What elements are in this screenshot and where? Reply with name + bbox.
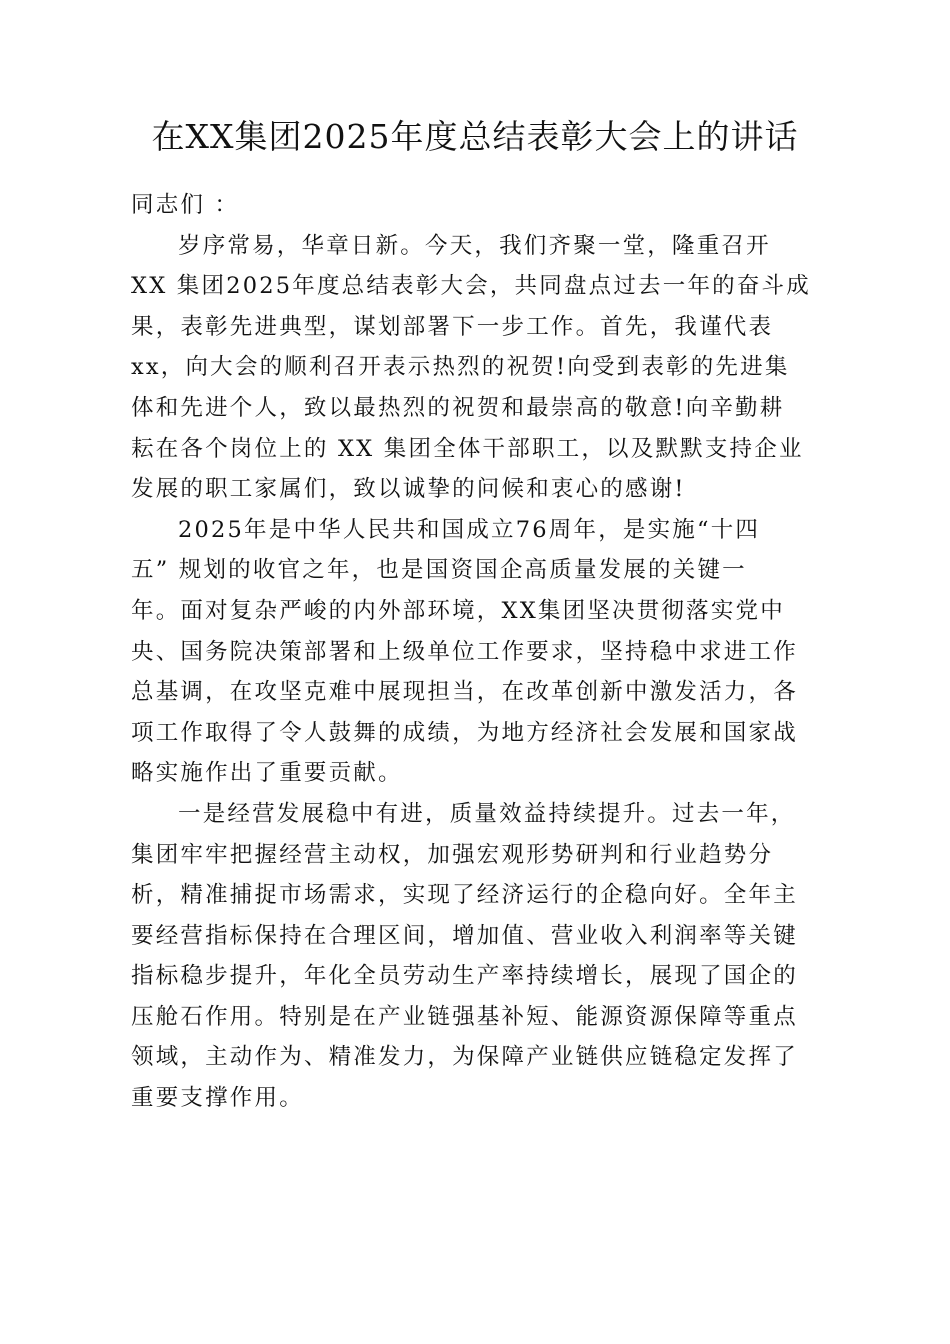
paragraph-overview (131, 510, 811, 794)
paragraph-line: 发展的职工家属们，致以诚挚的问候和衷心的感谢! (131, 476, 686, 503)
paragraph-line: 果，表彰先进典型，谋划部署下一步工作。首先，我谨代表 (131, 313, 774, 340)
paragraph-line: 压舱石作用。特别是在产业链强基补短、能源资源保障等重点 (131, 1003, 798, 1030)
paragraph-line: 一是经营发展稳中有进，质量效益持续提升。过去一年， (178, 800, 796, 827)
paragraph-line: XX 集团2025年度总结表彰大会，共同盘点过去一年的奋斗成 (131, 273, 811, 300)
paragraph-line: 耘在各个岗位上的 XX 集团全体干部职工，以及默默支持企业 (131, 435, 804, 462)
paragraph-line: 岁序常易，华章日新。今天，我们齐聚一堂，隆重召开 (178, 232, 771, 259)
paragraph-line: 析，精准捕捉市场需求，实现了经济运行的企稳向好。全年主 (131, 882, 798, 909)
paragraph-line: 央、国务院决策部署和上级单位工作要求，坚持稳中求进工作 (131, 638, 798, 665)
paragraph-line: 总基调，在攻坚克难中展现担当，在改革创新中激发活力，各 (131, 679, 798, 706)
salutation: 同志们 ： (131, 192, 240, 218)
document-title: 在XX集团2025年度总结表彰大会上的讲话 (151, 117, 799, 156)
paragraph-line: 要经营指标保持在合理区间，增加值、营业收入利润率等关键 (131, 922, 798, 949)
paragraph-line: 略实施作出了重要贡献。 (131, 760, 403, 787)
paragraph-line: xx，向大会的顺利召开表示热烈的祝贺!向受到表彰的先进集 (131, 354, 790, 381)
paragraph-line: 年。面对复杂严峻的内外部环境，XX集团坚决贯彻落实党中 (131, 597, 785, 624)
paragraph-line: 集团牢牢把握经营主动权，加强宏观形势研判和行业趋势分 (131, 841, 774, 868)
paragraph-line: 重要支撑作用。 (131, 1085, 304, 1112)
paragraph-line: 项工作取得了令人鼓舞的成绩，为地方经济社会发展和国家战 (131, 719, 798, 746)
paragraph-line: 体和先进个人，致以最热烈的祝贺和最崇高的敬意!向辛勤耕 (131, 394, 785, 421)
paragraph-line: 2025年是中华人民共和国成立76周年，是实施“十四 (178, 516, 761, 543)
paragraph-line: 领域，主动作为、精准发力，为保障产业链供应链稳定发挥了 (131, 1044, 798, 1071)
paragraph-opening (131, 226, 811, 510)
paragraph-point-one (131, 794, 811, 1119)
paragraph-line: 指标稳步提升，年化全员劳动生产率持续增长，展现了国企的 (131, 963, 798, 990)
paragraph-line: 五” 规划的收官之年，也是国资国企高质量发展的关键一 (131, 557, 747, 584)
document-body (131, 185, 811, 1119)
